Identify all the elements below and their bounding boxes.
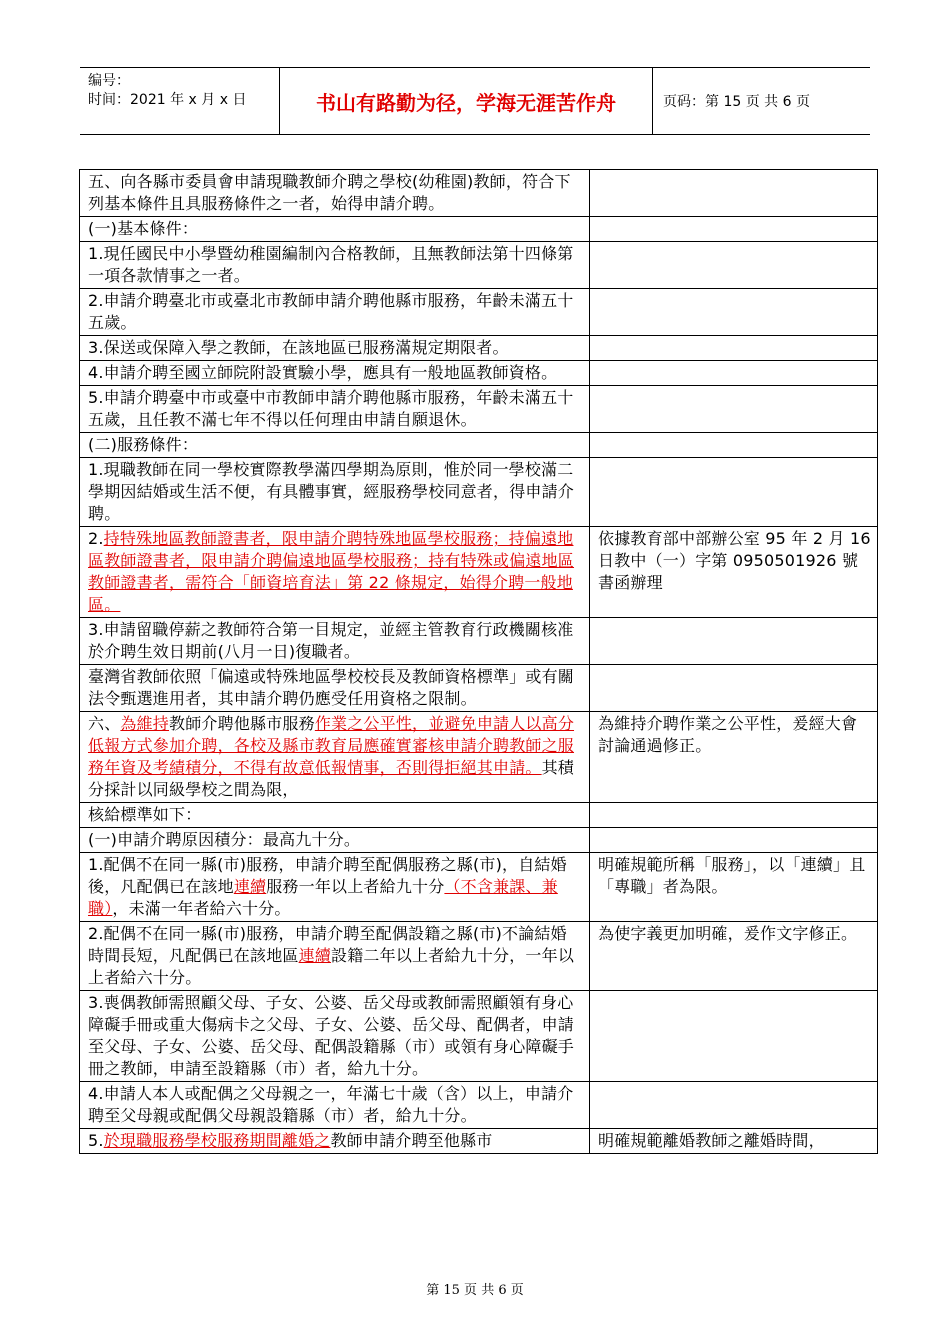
table-row — [80, 527, 878, 618]
cell-text: 3.申請留職停薪之教師符合第一目規定，並經主管教育行政機關核准於介聘生效日期前(八月一日)復職者。 — [88, 620, 574, 661]
table-row — [80, 242, 878, 289]
cell-text: 為使字義更加明確，爰作文字修正。 — [598, 924, 858, 943]
table-row — [80, 361, 878, 386]
cell-text: 臺灣省教師依照「偏遠或特殊地區學校校長及教師資格標準」或有關法令甄選進用者，其申請介聘仍應受任用資格之限制。 — [88, 667, 575, 708]
cell-text: 服務一年以上者給九十分 — [266, 877, 445, 896]
cell-text: 為維持介聘作業之公平性，爰經大會討論通過修正。 — [598, 714, 858, 755]
cell-text: 1.現任國民中小學暨幼稚園編制內合格教師，且無教師法第十四條第一項各款情事之一者。 — [88, 244, 574, 285]
note-cell — [590, 361, 878, 386]
amended-text: 持特殊地區教師證書者，限申請介聘特殊地區學校服務；持偏遠地區教師證書者，限申請介聘偏遠地區學校服務；持有特殊或偏遠地區教師證書者，需符合「師資培育法」第 22 條規定，始得介聘一般地區。 — [88, 529, 575, 614]
document-table — [79, 169, 878, 1154]
note-cell — [590, 853, 878, 922]
table-row — [80, 922, 878, 991]
number-label: 编号： — [88, 73, 130, 89]
cell-text: 其積分採計以同級學校之間為限， — [88, 758, 575, 799]
cell-text: 4.申請人本人或配偶之父母親之一，年滿七十歲（含）以上，申請介聘至父母親或配偶父母親設籍縣（市）者，給九十分。 — [88, 1084, 574, 1125]
provision-cell — [80, 853, 590, 922]
cell-text: 明確規範離婚教師之離婚時間， — [598, 1131, 825, 1150]
provision-cell — [80, 665, 590, 712]
cell-text: (一)基本條件： — [88, 219, 199, 238]
note-cell — [590, 712, 878, 803]
note-cell — [590, 922, 878, 991]
table-row — [80, 289, 878, 336]
amended-text: 為維持 — [120, 714, 170, 733]
provision-cell — [80, 712, 590, 803]
provision-cell — [80, 217, 590, 242]
header-motto: 书山有路勤为径，学海无涯苦作舟 — [280, 68, 653, 134]
cell-text: 核給標準如下： — [88, 805, 202, 824]
amended-text: 作業之公平性，並避免申請人以高分低報方式參加介聘，各校及縣市教育局應確實審核申請介聘教師之服務年資及考績積分，不得有故意低報情事，否則得拒絕其申請。 — [88, 714, 575, 777]
note-cell — [590, 289, 878, 336]
header-page-info: 页码：第 15 页 共 6 页 — [663, 94, 810, 110]
table-row — [80, 1129, 878, 1154]
provision-cell — [80, 386, 590, 433]
cell-text: ，未滿一年者給六十分。 — [112, 899, 291, 918]
provision-cell — [80, 336, 590, 361]
cell-text: 2.配偶不在同一縣(市)服務，申請介聘至配偶設籍之縣(市)不論結婚時間長短，凡配偶已在該地區 — [88, 924, 567, 965]
cell-text: 五、向各縣市委員會申請現職教師介聘之學校(幼稚園)教師，符合下列基本條件且具服務條件之一者，始得申請介聘。 — [88, 172, 571, 213]
table-row — [80, 386, 878, 433]
provision-cell — [80, 361, 590, 386]
provision-cell — [80, 1082, 590, 1129]
note-cell — [590, 991, 878, 1082]
table-row — [80, 433, 878, 458]
table-row — [80, 803, 878, 828]
cell-text: 設籍二年以上者給九十分，一年以上者給六十分。 — [88, 946, 575, 987]
provision-cell — [80, 527, 590, 618]
note-cell — [590, 458, 878, 527]
provision-cell — [80, 458, 590, 527]
cell-text: 教師介聘他縣市服務 — [169, 714, 315, 733]
cell-text: 六、 — [88, 714, 121, 733]
cell-text: 4.申請介聘至國立師院附設實驗小學，應具有一般地區教師資格。 — [88, 363, 558, 382]
cell-text: 教師申請介聘至他縣市 — [330, 1131, 493, 1150]
page-footer: 第 15 页 共 6 页 — [426, 1283, 524, 1298]
table-row — [80, 217, 878, 242]
table-row — [80, 665, 878, 712]
note-cell — [590, 618, 878, 665]
provision-cell — [80, 803, 590, 828]
note-cell — [590, 242, 878, 289]
provision-cell — [80, 991, 590, 1082]
note-cell — [590, 527, 878, 618]
cell-text: 3.喪偶教師需照顧父母、子女、公婆、岳父母或教師需照顧領有身心障礙手冊或重大傷病卡之父母、子女、公婆、岳父母、配偶者，申請至父母、子女、公婆、岳父母、配偶設籍縣（市）或領有身心障礙手冊之教師，申請至設籍縣（市）者，給九十分。 — [88, 993, 575, 1078]
amended-text: （不含兼課、兼職） — [88, 877, 558, 918]
table-row — [80, 336, 878, 361]
note-cell — [590, 170, 878, 217]
cell-text: 5. — [88, 1131, 104, 1150]
note-cell — [590, 1129, 878, 1154]
page-header — [80, 67, 870, 135]
cell-text: 明確規範所稱「服務」，以「連續」且「專職」者為限。 — [598, 855, 866, 896]
cell-text: 1.配偶不在同一縣(市)服務，申請介聘至配偶服務之縣(市)，自結婚後，凡配偶已在該地 — [88, 855, 567, 896]
table-row — [80, 458, 878, 527]
note-cell — [590, 1082, 878, 1129]
provision-cell — [80, 289, 590, 336]
note-cell — [590, 336, 878, 361]
cell-text: (一)申請介聘原因積分：最高九十分。 — [88, 830, 361, 849]
note-cell — [590, 665, 878, 712]
cell-text: 1.現職教師在同一學校實際教學滿四學期為原則，惟於同一學校滿二學期因結婚或生活不便，有具體事實，經服務學校同意者，得申請介聘。 — [88, 460, 575, 523]
cell-text: 2.申請介聘臺北市或臺北市教師申請介聘他縣市服務，年齡未滿五十五歲。 — [88, 291, 574, 332]
note-cell — [590, 386, 878, 433]
provision-cell — [80, 922, 590, 991]
table-row — [80, 1082, 878, 1129]
cell-text: (二)服務條件： — [88, 435, 199, 454]
provision-cell — [80, 433, 590, 458]
note-cell — [590, 217, 878, 242]
cell-text: 2. — [88, 529, 104, 548]
provision-cell — [80, 170, 590, 217]
table-row — [80, 991, 878, 1082]
header-meta — [80, 68, 280, 134]
table-row — [80, 828, 878, 853]
provision-cell — [80, 828, 590, 853]
table-row — [80, 618, 878, 665]
table-row — [80, 170, 878, 217]
amended-text: 於現職服務學校服務期間離婚之 — [103, 1131, 331, 1150]
provision-cell — [80, 242, 590, 289]
cell-text: 依據教育部中部辦公室 95 年 2 月 16 日教中（一）字第 0950501926 號書函辦理 — [598, 529, 871, 592]
table-row — [80, 853, 878, 922]
provision-cell — [80, 618, 590, 665]
cell-text: 3.保送或保障入學之教師，在該地區已服務滿規定期限者。 — [88, 338, 509, 357]
amended-text: 連續 — [233, 877, 267, 896]
table-row — [80, 712, 878, 803]
note-cell — [590, 433, 878, 458]
amended-text: 連續 — [298, 946, 332, 965]
note-cell — [590, 828, 878, 853]
provision-cell — [80, 1129, 590, 1154]
note-cell — [590, 803, 878, 828]
cell-text: 5.申請介聘臺中市或臺中市教師申請介聘他縣市服務，年齡未滿五十五歲，且任教不滿七年不得以任何理由申請自願退休。 — [88, 388, 574, 429]
time-label: 时间：2021 年 x 月 x 日 — [88, 92, 247, 108]
